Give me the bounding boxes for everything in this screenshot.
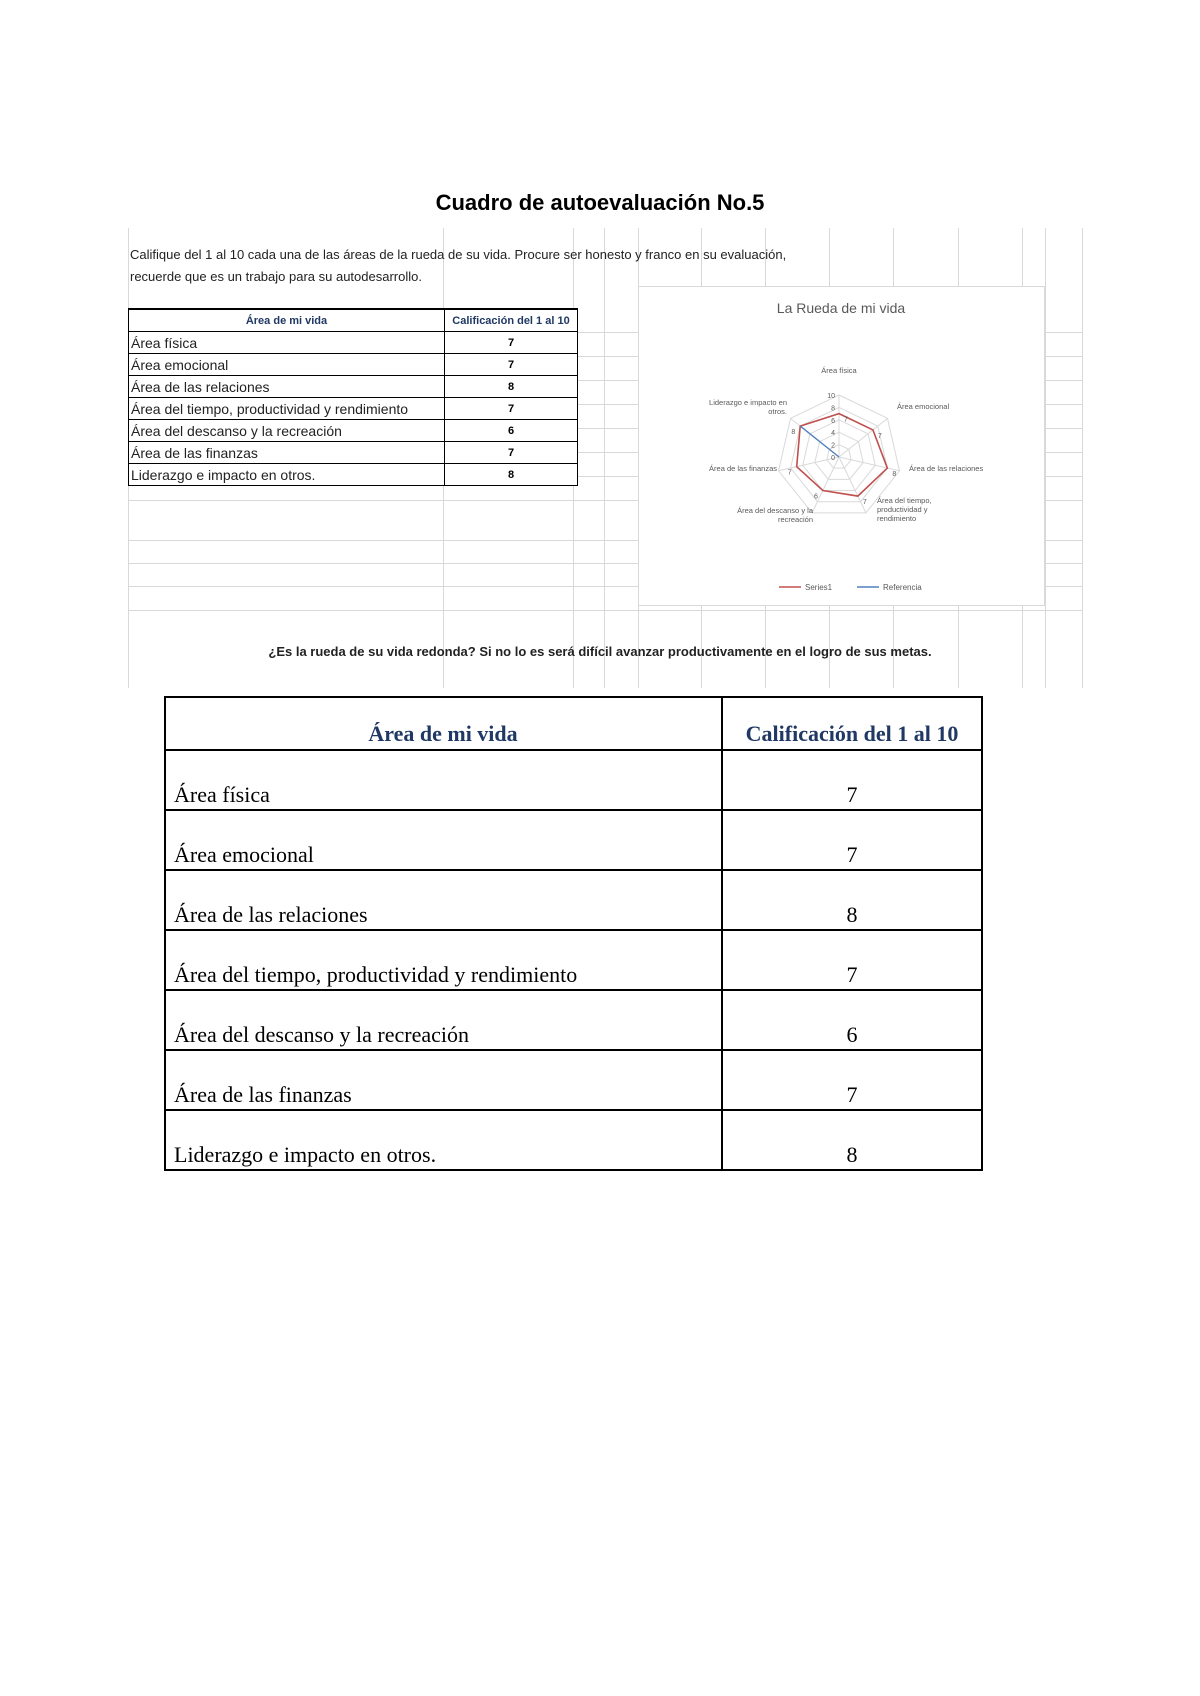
category-label-line: Área emocional [897, 402, 950, 411]
gridline [128, 610, 1082, 611]
score-table-header-row [165, 697, 982, 750]
small-row-score: 8 [445, 376, 578, 398]
gridline [1082, 228, 1083, 688]
category-label [709, 464, 777, 473]
row-score: 7 [722, 750, 982, 810]
table-row [165, 750, 982, 810]
question-text: ¿Es la rueda de su vida redonda? Si no lo es será difícil avanzar productivamente en el logro de sus metas. [268, 644, 932, 659]
small-table-header-score: Calificación del 1 al 10 [445, 309, 578, 332]
row-area: Área física [165, 750, 722, 810]
instructions [130, 244, 830, 288]
radar-chart-svg [639, 287, 1044, 605]
data-label: 8 [791, 429, 796, 437]
row-area: Área del tiempo, productividad y rendimiento [165, 930, 722, 990]
small-row-area: Liderazgo e impacto en otros. [129, 464, 445, 486]
table-row [129, 420, 578, 442]
row-area: Área de las relaciones [165, 870, 722, 930]
small-row-score: 6 [445, 420, 578, 442]
table-row [165, 810, 982, 870]
row-score: 8 [722, 870, 982, 930]
radial-tick-label: 8 [831, 405, 835, 413]
small-row-area: Área emocional [129, 354, 445, 376]
small-row-score: 8 [445, 464, 578, 486]
radial-tick-label: 0 [831, 455, 835, 462]
radial-tick-label: 6 [831, 417, 835, 425]
radar-chart [638, 286, 1045, 606]
data-label: 7 [787, 469, 792, 477]
small-score-table [128, 308, 578, 486]
data-label: 7 [844, 416, 848, 424]
small-table-header-area: Área de mi vida [129, 309, 445, 332]
table-row [165, 990, 982, 1050]
table-row [165, 1050, 982, 1110]
small-row-area: Área de las relaciones [129, 376, 445, 398]
row-score: 7 [722, 930, 982, 990]
category-label-line: Área física [821, 366, 857, 375]
row-score: 7 [722, 810, 982, 870]
category-label [897, 402, 949, 411]
small-row-score: 7 [445, 398, 578, 420]
instructions-line-2: recuerde que es un trabajo para su autodesarrollo. [130, 269, 422, 284]
score-table-header-area: Área de mi vida [165, 697, 722, 750]
row-area: Liderazgo e impacto en otros. [165, 1110, 722, 1170]
gridline [1045, 228, 1046, 688]
sheet-title: Cuadro de autoevaluación No.5 [435, 190, 765, 215]
small-row-area: Área del descanso y la recreación [129, 420, 445, 442]
category-label [709, 398, 787, 416]
category-label-line: productividad y [877, 505, 928, 514]
table-row [129, 332, 578, 354]
row-area: Área del descanso y la recreación [165, 990, 722, 1050]
category-label-line: Área del descanso y la [737, 506, 813, 515]
small-table-header-row [129, 309, 578, 332]
data-label: 7 [862, 499, 867, 507]
small-row-score: 7 [445, 332, 578, 354]
data-label: 6 [813, 493, 818, 501]
score-table [164, 696, 983, 1171]
table-row [165, 870, 982, 930]
score-table-header-score: Calificación del 1 al 10 [722, 697, 982, 750]
small-row-area: Área física [129, 332, 445, 354]
category-label-line: Área de las finanzas [709, 464, 777, 473]
table-row [129, 398, 578, 420]
row-area: Área de las finanzas [165, 1050, 722, 1110]
category-label-line: Área de las relaciones [909, 464, 984, 473]
gridline [604, 228, 605, 688]
spreadsheet-snapshot [0, 0, 1200, 700]
radial-tick-label: 2 [831, 442, 835, 450]
small-row-score: 7 [445, 354, 578, 376]
category-label-line: otros. [768, 407, 787, 416]
table-row [129, 442, 578, 464]
row-score: 6 [722, 990, 982, 1050]
small-row-score: 7 [445, 442, 578, 464]
category-label-line: rendimiento [877, 514, 917, 523]
row-score: 8 [722, 1110, 982, 1170]
small-row-area: Área del tiempo, productividad y rendimiento [129, 398, 445, 420]
table-row [165, 1110, 982, 1170]
category-label [737, 506, 814, 524]
category-label [821, 366, 857, 375]
table-row [165, 930, 982, 990]
chart-title: La Rueda de mi vida [776, 300, 906, 316]
category-label-line: recreación [777, 515, 813, 524]
radial-tick-label: 4 [831, 430, 835, 438]
table-row [129, 376, 578, 398]
table-row [129, 464, 578, 486]
legend-label: Referencia [883, 583, 922, 592]
category-label-line: Área del tiempo, [877, 496, 932, 505]
data-label: 7 [877, 432, 882, 440]
category-label [909, 464, 983, 473]
data-label: 8 [892, 471, 897, 479]
category-label-line: Liderazgo e impacto en [709, 398, 787, 407]
category-label [877, 496, 932, 523]
instructions-line-1: Califique del 1 al 10 cada una de las áreas de la rueda de su vida. Procure ser honesto y franco en su evaluación, [130, 247, 787, 262]
small-row-area: Área de las finanzas [129, 442, 445, 464]
radial-tick-label: 10 [827, 393, 835, 400]
row-area: Área emocional [165, 810, 722, 870]
legend-label: Series1 [805, 583, 833, 592]
table-row [129, 354, 578, 376]
row-score: 7 [722, 1050, 982, 1110]
